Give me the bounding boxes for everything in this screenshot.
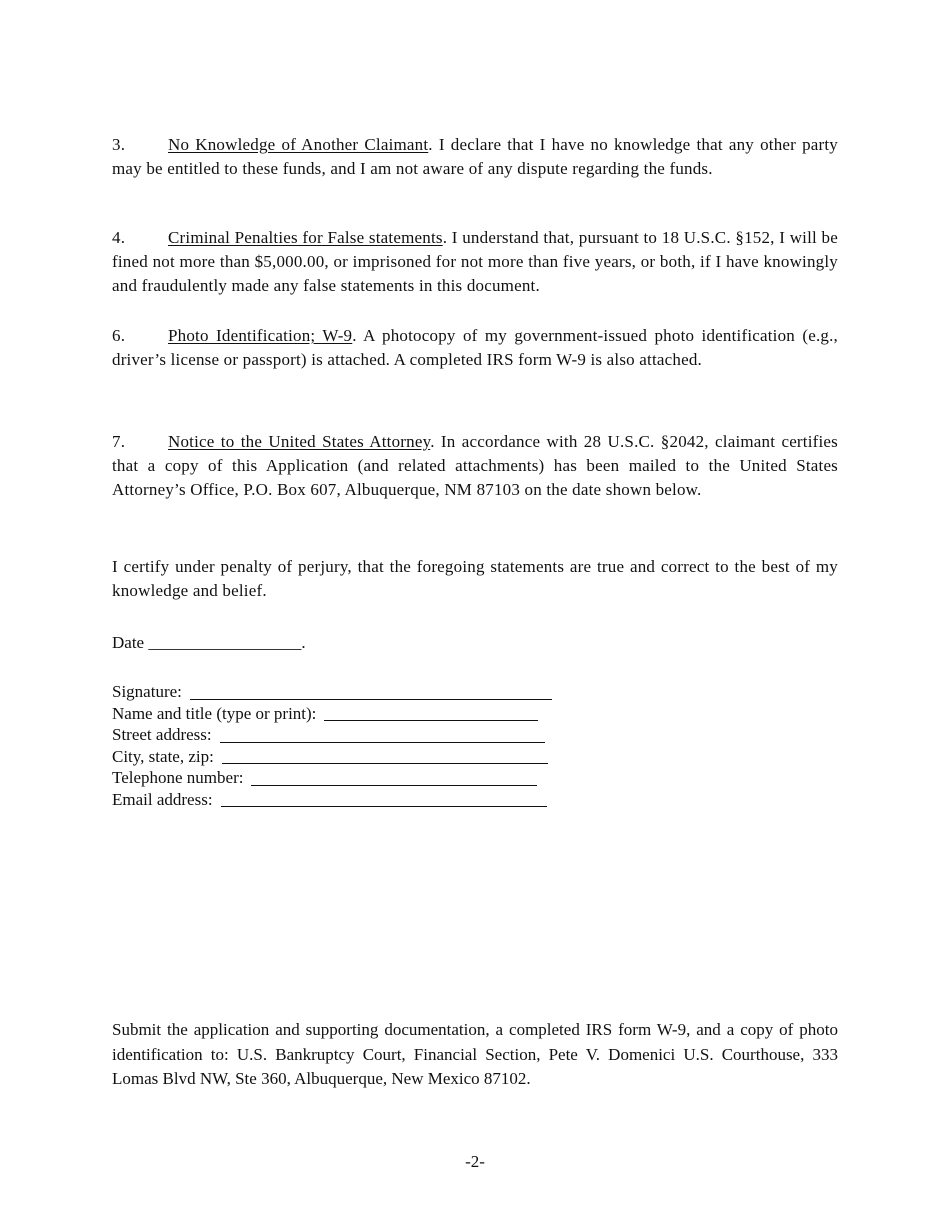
- street-address-row: [112, 724, 552, 746]
- paragraph-number: 3.: [112, 135, 126, 154]
- telephone-row: [112, 767, 552, 789]
- field-label: City, state, zip:: [112, 746, 214, 766]
- paragraph-body: . I declare that I have no knowledge that any other party may be entitled to these funds, and I am not aware of any dispute regarding the funds.: [112, 135, 839, 178]
- paragraph-heading: No Knowledge of Another Claimant: [168, 135, 429, 154]
- field-label: Signature:: [112, 682, 182, 701]
- name-title-input-line[interactable]: [324, 705, 538, 721]
- paragraph-body: . A photocopy of my government-issued photo identification (e.g., driver’s license or passport) is attached. A completed IRS form W-9 is also attached.: [112, 326, 839, 369]
- paragraph-number: 7.: [112, 432, 126, 451]
- field-label: Telephone number:: [112, 768, 244, 787]
- city-state-zip-row: [112, 746, 552, 768]
- paragraph-body: . In accordance with 28 U.S.C. §2042, claimant certifies that a copy of this Application (and related attachments) has been mailed to the United States Attorney’s Office, P.O. Box 607, Albuquerque, NM 87103 on the date shown below.: [112, 432, 838, 499]
- page-number: -2-: [465, 1152, 485, 1171]
- field-label: Name and title (type or print):: [112, 703, 317, 723]
- paragraph-number: 6.: [112, 326, 126, 345]
- paragraph-4: [112, 226, 838, 298]
- paragraph-number: 4.: [112, 228, 126, 247]
- paragraph-6: [112, 324, 838, 372]
- field-label: Street address:: [112, 725, 212, 744]
- field-label: Email address:: [112, 789, 213, 809]
- paragraph-7: [112, 430, 838, 502]
- paragraph-heading: Photo Identification; W-9: [168, 326, 353, 345]
- certification-statement: I certify under penalty of perjury, that the foregoing statements are true and correct to the best of my knowledge and belief.: [112, 557, 838, 600]
- paragraph-body: . I understand that, pursuant to 18 U.S.C. §152, I will be fined not more than $5,000.00, or imprisoned for not more than five years, or both, if I have knowingly and fraudulently made any false statements in this document.: [112, 228, 838, 295]
- paragraph-heading: Criminal Penalties for False statements: [168, 228, 443, 247]
- paragraph-heading: Notice to the United States Attorney: [168, 432, 431, 451]
- signature-input-line[interactable]: [190, 684, 552, 700]
- email-row: [112, 789, 552, 811]
- email-input-line[interactable]: [221, 791, 547, 807]
- paragraph-3: [112, 133, 838, 181]
- name-title-row: [112, 703, 552, 725]
- telephone-input-line[interactable]: [251, 770, 537, 786]
- submit-instructions: Submit the application and supporting documentation, a completed IRS form W-9, and a copy of photo identification to: U.S. Bankruptcy Court, Financial Section, Pete V. Domenici U.S. Courthouse, 333 Lomas Blvd NW, Ste 360, Albuquerque, New Mexico 87102.: [112, 1020, 838, 1088]
- street-address-input-line[interactable]: [220, 727, 545, 743]
- city-state-zip-input-line[interactable]: [222, 748, 548, 764]
- signature-block: [112, 681, 552, 810]
- signature-row: [112, 681, 552, 703]
- date-field[interactable]: Date __________________.: [112, 633, 306, 652]
